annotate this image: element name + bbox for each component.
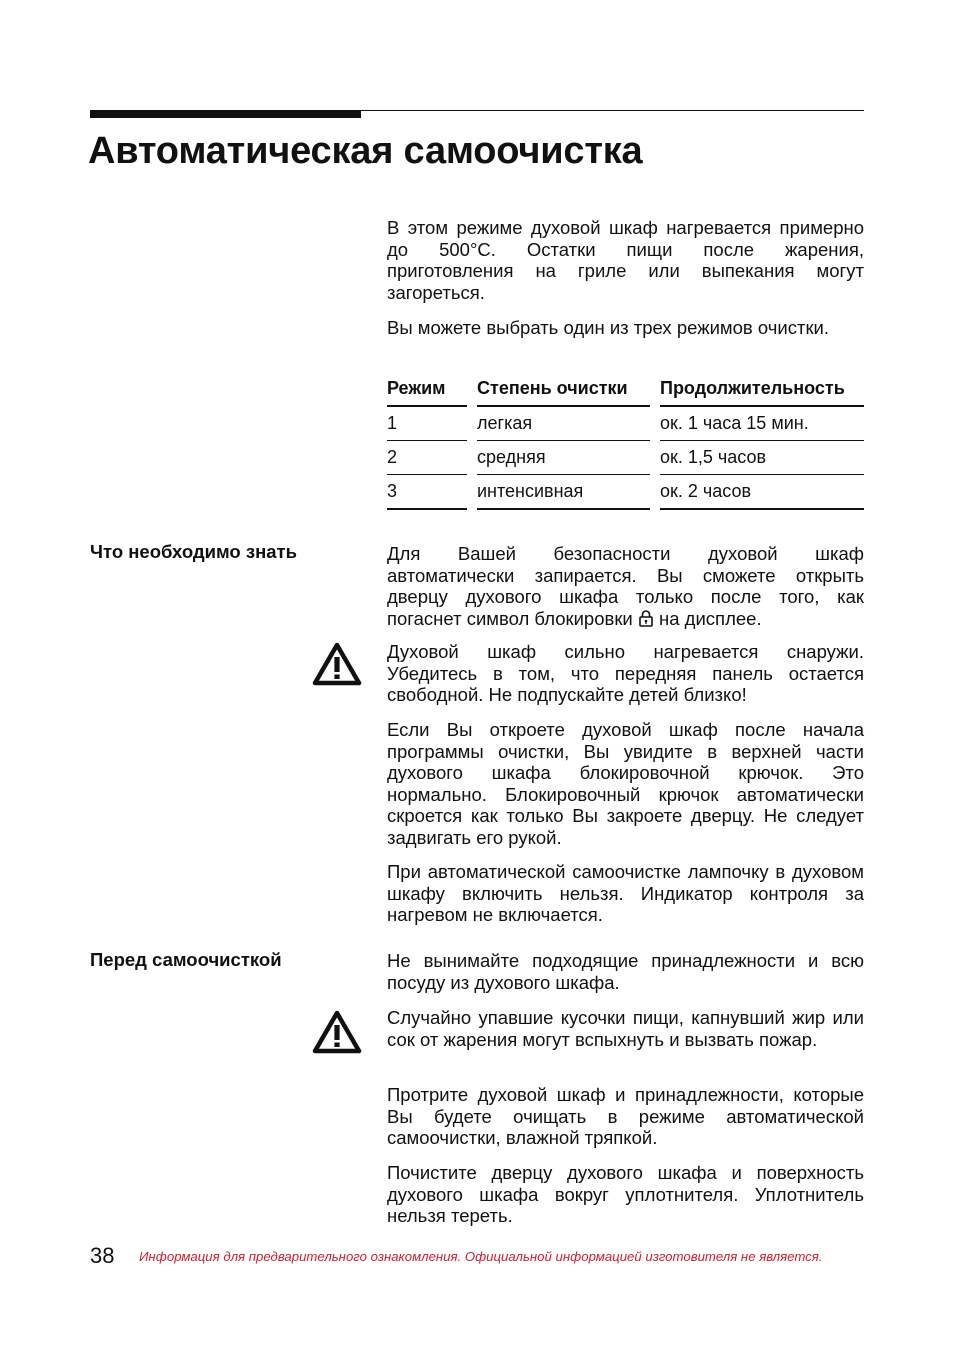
- table-cell-mode: 3: [387, 475, 467, 510]
- table-cell-mode: 1: [387, 407, 467, 441]
- know-paragraph-2: Духовой шкаф сильно нагревается снаружи. Убедитесь в том, что передняя панель остается свободной. Не подпускайте детей близко!: [387, 641, 864, 706]
- intro-paragraph-2: Вы можете выбрать один из трех режимов очистки.: [387, 317, 830, 338]
- title-rule-thick: [90, 110, 361, 118]
- before-paragraph-2: Случайно упавшие кусочки пищи, капнувший жир или сок от жарения могут вспыхнуть и вызвать пожар.: [387, 1007, 864, 1050]
- table-row: [387, 441, 864, 475]
- section-heading-know: Что необходимо знать: [90, 541, 297, 562]
- before-paragraph-1: Не вынимайте подходящие принадлежности и всю посуду из духового шкафа.: [387, 950, 864, 993]
- table-cell-duration: ок. 2 часов: [660, 475, 864, 510]
- footer-disclaimer: Информация для предварительного ознакомления. Официальной информацией изготовителя не является.: [139, 1249, 823, 1264]
- page-title: Автоматическая самоочистка: [88, 130, 643, 172]
- table-header-mode: Режим: [387, 372, 467, 407]
- before-paragraph-3: Протрите духовой шкаф и принадлежности, которые Вы будете очищать в режиме автоматической самоочистки, влажной тряпкой.: [387, 1084, 864, 1149]
- table-row: [387, 407, 864, 441]
- title-rule-thin: [361, 110, 864, 111]
- table-cell-duration: ок. 1 часа 15 мин.: [660, 407, 864, 441]
- section-heading-before: Перед самоочисткой: [90, 949, 282, 970]
- cleaning-modes-table: [387, 372, 864, 510]
- know-paragraph-1-tail: на дисплее.: [659, 607, 762, 629]
- intro-paragraph-1: В этом режиме духовой шкаф нагревается примерно до 500°C. Остатки пищи после жарения, приготовления на гриле или выпекания могут загореться.: [387, 217, 864, 303]
- table-cell-level: интенсивная: [477, 475, 650, 510]
- table-header-duration: Продолжительность: [660, 372, 864, 407]
- table-cell-level: легкая: [477, 407, 650, 441]
- know-paragraph-4: При автоматической самоочистке лампочку в духовом шкафу включить нельзя. Индикатор контроля за нагревом не включается.: [387, 861, 864, 926]
- table-row: [387, 475, 864, 510]
- page-number: 38: [90, 1243, 115, 1268]
- warning-triangle-icon: [312, 642, 362, 686]
- table-cell-mode: 2: [387, 441, 467, 475]
- table-header-row: [387, 372, 864, 407]
- before-paragraph-4: Почистите дверцу духового шкафа и поверхность духового шкафа вокруг уплотнителя. Уплотнитель нельзя тереть.: [387, 1162, 864, 1227]
- know-paragraph-3: Если Вы откроете духовой шкаф после начала программы очистки, Вы увидите в верхней части духового шкафа блокировочной крючок. Это нормально. Блокировочный крючок автоматически скроется как только Вы закроете дверцу. Не следует задвигать его рукой.: [387, 719, 864, 848]
- warning-triangle-icon: [312, 1010, 362, 1054]
- know-paragraph-1: [387, 543, 864, 631]
- table-cell-level: средняя: [477, 441, 650, 475]
- know-paragraph-1-text: Для Вашей безопасности духовой шкаф автоматически запирается. Вы сможете открыть дверцу духового шкафа только после того, как погаснет символ блокировки: [387, 543, 864, 629]
- table-cell-duration: ок. 1,5 часов: [660, 441, 864, 475]
- table-header-level: Степень очистки: [477, 372, 650, 407]
- lock-icon: [639, 610, 653, 632]
